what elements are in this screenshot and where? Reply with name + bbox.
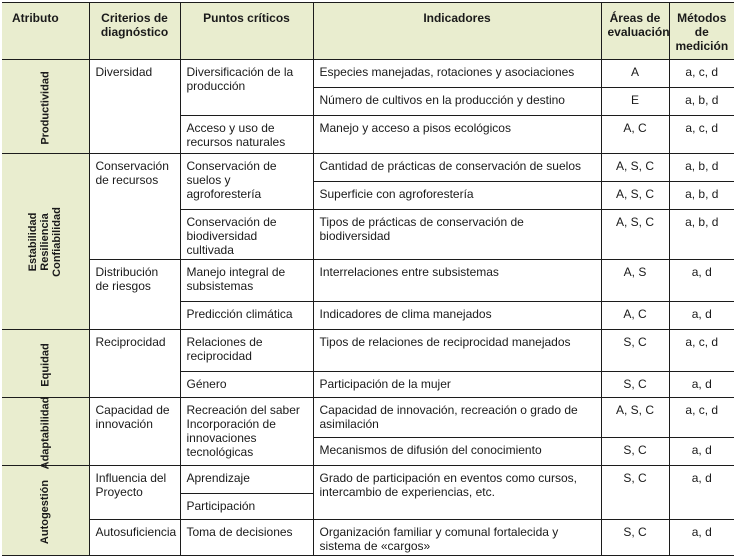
indicator-cell: Mecanismos de difusión del conocimiento (313, 438, 601, 466)
method-cell: a, d (669, 302, 734, 330)
criteria-cell: Distribución de riesgos (89, 260, 180, 330)
header-attribute: Atributo (2, 3, 89, 60)
method-cell: a, b, d (669, 88, 734, 116)
attribute-label (27, 207, 63, 277)
critical-point-cell: Predicción climática (180, 302, 313, 330)
method-cell: a, c, d (669, 398, 734, 438)
area-cell: A, S, C (601, 210, 669, 260)
method-cell: a, d (669, 466, 734, 520)
method-cell: a, b, d (669, 182, 734, 210)
area-cell: A, C (601, 302, 669, 330)
indicators-table-container (2, 2, 734, 557)
criteria-cell: Conservación de recursos (89, 154, 180, 260)
indicator-cell: Tipos de relaciones de reciprocidad manejados (313, 330, 601, 372)
area-cell: S, C (601, 330, 669, 372)
header-indicators: Indicadores (313, 3, 601, 60)
header-criteria: Criterios de diagnóstico (89, 3, 180, 60)
method-cell: a, d (669, 372, 734, 398)
indicator-cell: Capacidad de innovación, recreación o grado de asimilación (313, 398, 601, 438)
table-row (2, 60, 734, 88)
area-cell: A, S, C (601, 182, 669, 210)
attribute-label: Autogestión (39, 479, 52, 544)
table-row (2, 398, 734, 438)
critical-point-cell: Conservación de suelos y agroforestería (180, 154, 313, 210)
criteria-cell: Reciprocidad (89, 330, 180, 398)
critical-point-cell: Participación (180, 494, 313, 520)
attribute-adaptabilidad (2, 396, 89, 469)
criteria-cell: Diversidad (89, 60, 180, 154)
table-row (2, 260, 734, 302)
attribute-productividad (2, 60, 89, 154)
critical-point-cell: Acceso y uso de recursos naturales (180, 116, 313, 154)
method-cell: a, d (669, 260, 734, 302)
table-row (2, 520, 734, 556)
table-row (2, 466, 734, 494)
indicator-cell: Cantidad de prácticas de conservación de suelos (313, 154, 601, 182)
indicator-cell: Número de cultivos en la producción y destino (313, 88, 601, 116)
area-cell: A, S, C (601, 154, 669, 182)
attribute-label: Productividad (39, 70, 52, 145)
indicator-cell: Indicadores de clima manejados (313, 302, 601, 330)
indicator-cell: Participación de la mujer (313, 372, 601, 398)
indicator-cell: Organización familiar y comunal fortalecida y sistema de «cargos» (313, 520, 601, 556)
area-cell: S, C (601, 466, 669, 520)
indicator-cell: Manejo y acceso a pisos ecológicos (313, 116, 601, 154)
critical-point-cell: Relaciones de reciprocidad (180, 330, 313, 372)
method-cell: a, c, d (669, 330, 734, 372)
attribute-label: Adaptabilidad (39, 396, 52, 469)
area-cell: S, C (601, 520, 669, 556)
area-cell: A (601, 60, 669, 88)
method-cell: a, d (669, 438, 734, 466)
criteria-cell: Capacidad de innovación (89, 398, 180, 466)
header-measurement-methods: Métodos de medición (669, 3, 734, 60)
critical-point-cell: Género (180, 372, 313, 398)
attribute-equidad (2, 330, 89, 398)
critical-point-cell: Toma de decisiones (180, 520, 313, 556)
indicator-cell: Especies manejadas, rotaciones y asociaciones (313, 60, 601, 88)
indicator-cell: Tipos de prácticas de conservación de biodiversidad (313, 210, 601, 260)
area-cell: S, C (601, 372, 669, 398)
method-cell: a, d (669, 520, 734, 556)
critical-point-cell: Conservación de biodiversidad cultivada (180, 210, 313, 260)
critical-point-cell: Manejo integral de subsistemas (180, 260, 313, 302)
method-cell: a, c, d (669, 60, 734, 88)
area-cell: E (601, 88, 669, 116)
attribute-label: Equidad (39, 342, 52, 387)
criteria-cell: Autosuficiencia (89, 520, 180, 556)
area-cell: A, S (601, 260, 669, 302)
area-cell: A, C (601, 116, 669, 154)
indicator-cell: Interrelaciones entre subsistemas (313, 260, 601, 302)
area-cell: S, C (601, 438, 669, 466)
attribute-label-line: Confiabilidad (51, 206, 64, 277)
indicator-cell: Superficie con agroforestería (313, 182, 601, 210)
table-row (2, 330, 734, 372)
indicator-cell: Grado de participación en eventos como cursos, intercambio de experiencias, etc. (313, 466, 601, 520)
attribute-estabilidad (2, 154, 89, 330)
critical-point-cell: Diversificación de la producción (180, 60, 313, 116)
critical-point-cell: Recreación del saber Incorporación de innovaciones tecnológicas (180, 398, 313, 466)
method-cell: a, c, d (669, 116, 734, 154)
header-evaluation-areas: Áreas de evaluación (601, 3, 669, 60)
attribute-autogestion (2, 466, 89, 556)
attribute-label-line: Resiliencia (39, 212, 52, 271)
table-row (2, 154, 734, 182)
critical-point-cell: Aprendizaje (180, 466, 313, 494)
criteria-cell: Influencia del Proyecto (89, 466, 180, 520)
method-cell: a, b, d (669, 210, 734, 260)
indicators-table (2, 2, 734, 556)
header-critical-points: Puntos críticos (180, 3, 313, 60)
method-cell: a, b, d (669, 154, 734, 182)
area-cell: A, S, C (601, 398, 669, 438)
attribute-label-line: Estabilidad (27, 212, 40, 271)
